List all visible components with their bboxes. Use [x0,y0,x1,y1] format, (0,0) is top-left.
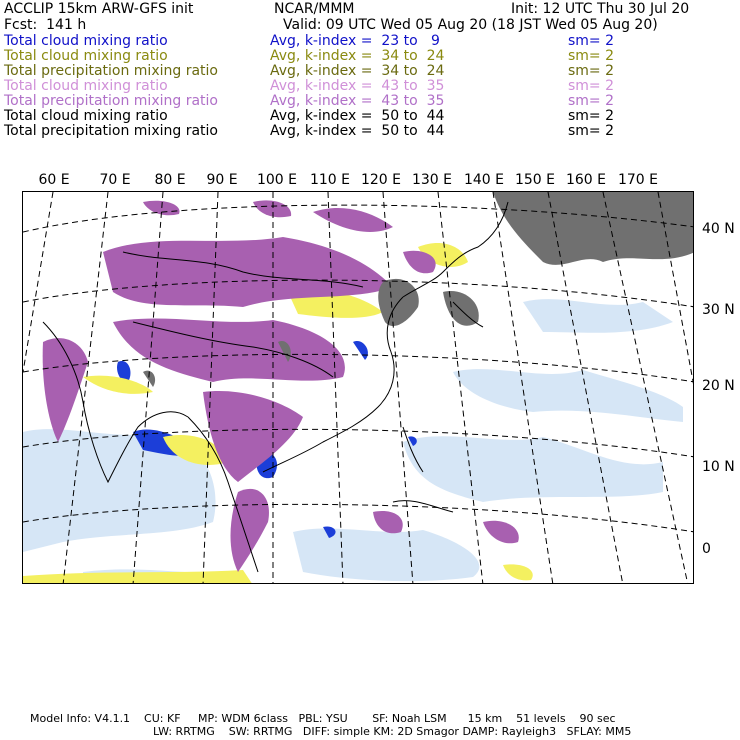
longitude-label: 60 E [38,172,70,188]
legend-name: Total cloud mixing ratio [4,33,168,49]
legend-name: Total cloud mixing ratio [4,78,168,94]
legend-avg: Avg, k-index = 43 to 35 [270,93,445,109]
legend-name: Total cloud mixing ratio [4,108,168,124]
longitude-label: 70 E [99,172,131,188]
center-label: NCAR/MMM [274,1,355,17]
legend-avg: Avg, k-index = 34 to 24 [270,48,445,64]
legend-sm: sm= 2 [568,93,615,109]
legend-avg: Avg, k-index = 23 to 9 [270,33,440,49]
longitude-label: 90 E [206,172,238,188]
map-panel [22,191,694,584]
map-canvas [23,192,694,584]
longitude-label: 150 E [514,172,556,188]
light-cloud-layer [23,299,683,584]
legend-avg: Avg, k-index = 34 to 24 [270,63,445,79]
longitude-label: 170 E [617,172,659,188]
model-info-line1: Model Info: V4.1.1 CU: KF MP: WDM 6class PBL: YSU SF: Noah LSM 15 km 51 levels 90 sec [30,712,616,725]
product-title: ACCLIP 15km ARW-GFS init [4,1,194,17]
legend-name: Total precipitation mixing ratio [4,93,218,109]
legend-sm: sm= 2 [568,108,615,124]
legend-sm: sm= 2 [568,78,615,94]
latitude-label: 20 N [702,378,735,394]
longitude-label: 110 E [309,172,351,188]
longitude-label: 140 E [463,172,505,188]
init-time: Init: 12 UTC Thu 30 Jul 20 [511,1,690,17]
legend-avg: Avg, k-index = 43 to 35 [270,78,445,94]
legend-avg: Avg, k-index = 50 to 44 [270,123,445,139]
legend-sm: sm= 2 [568,48,615,64]
model-info-line2: LW: RRTMG SW: RRTMG DIFF: simple KM: 2D Smagor DAMP: Rayleigh3 SFLAY: MM5 [153,725,632,738]
latitude-label: 10 N [702,459,735,475]
valid-time: Valid: 09 UTC Wed 05 Aug 20 (18 JST Wed 05 Aug 20) [283,17,658,33]
latitude-label: 30 N [702,302,735,318]
legend-name: Total precipitation mixing ratio [4,123,218,139]
latitude-label: 0 [702,541,711,557]
legend-name: Total precipitation mixing ratio [4,63,218,79]
longitude-label: 80 E [154,172,186,188]
legend-sm: sm= 2 [568,63,615,79]
latitude-label: 40 N [702,221,735,237]
legend-avg: Avg, k-index = 50 to 44 [270,108,445,124]
longitude-label: 160 E [565,172,607,188]
legend-sm: sm= 2 [568,123,615,139]
longitude-label: 100 E [256,172,298,188]
legend-name: Total cloud mixing ratio [4,48,168,64]
longitude-label: 120 E [360,172,402,188]
longitude-label: 130 E [411,172,453,188]
legend-sm: sm= 2 [568,33,615,49]
forecast-hour: Fcst: 141 h [4,17,87,33]
